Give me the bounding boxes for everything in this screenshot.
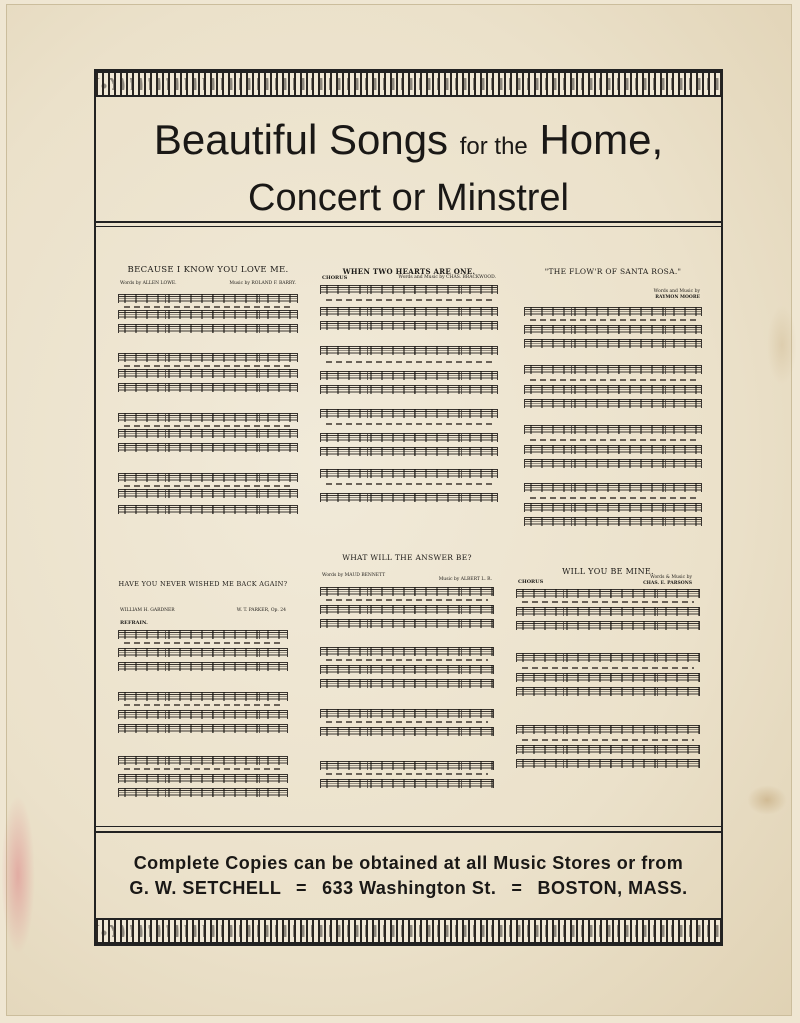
lyric-line: [522, 667, 694, 669]
song-title: "THE FLOW'R OF SANTA ROSA.": [544, 267, 682, 276]
lyric-line: [530, 319, 696, 321]
music-staff: [118, 473, 298, 482]
music-staff: [118, 324, 298, 333]
title-part: Home,: [539, 116, 664, 163]
music-staff: [320, 385, 498, 394]
lyric-line: [326, 659, 488, 661]
music-staff: [320, 727, 494, 736]
music-staff: [320, 307, 498, 316]
music-staff: [118, 505, 298, 514]
music-staff: [118, 429, 298, 438]
song-title: WHAT WILL THE ANSWER BE?: [342, 553, 472, 562]
music-staff: [320, 447, 498, 456]
ornamental-border-top: [96, 71, 721, 97]
music-staff: [516, 673, 700, 682]
music-staff: [118, 353, 298, 362]
ornamental-border-bottom: [96, 918, 721, 944]
song-title: HAVE YOU NEVER WISHED ME BACK AGAIN?: [118, 580, 288, 588]
music-staff: [118, 310, 298, 319]
footer-line-1: Complete Copies can be obtained at all Music Stores or from: [133, 853, 684, 873]
song-words-credit: Words by MAUD BENNETT: [322, 573, 386, 578]
song-sheet: [320, 549, 494, 811]
music-staff: [320, 647, 494, 656]
lyric-line: [326, 773, 488, 775]
music-staff: [320, 679, 494, 688]
music-staff: [320, 779, 494, 788]
song-words-credit: Words and Music by CHAS. BRACKWOOD.: [398, 275, 496, 280]
music-staff: [524, 459, 702, 468]
music-staff: [524, 483, 702, 492]
song-sheet: [516, 563, 700, 813]
music-staff: [516, 687, 700, 696]
song-words-credit: Words by ALLEN LOWE.: [120, 281, 177, 286]
music-staff: [118, 756, 288, 765]
music-staff: [118, 710, 288, 719]
lyric-line: [326, 721, 488, 723]
footer-text: [96, 851, 721, 901]
music-staff: [516, 589, 700, 598]
song-music-credit: Music by ALBERT L. R.: [438, 577, 492, 582]
music-staff: [524, 385, 702, 394]
music-staff: [320, 493, 498, 502]
music-staff: [524, 399, 702, 408]
lyric-line: [530, 497, 696, 499]
lyric-line: [522, 601, 694, 603]
lyric-line: [124, 642, 282, 644]
chorus-label: CHORUS: [518, 579, 544, 585]
title-line-2: Concert or Minstrel: [248, 177, 569, 219]
music-staff: [118, 724, 288, 733]
music-staff: [118, 648, 288, 657]
music-staff: [320, 409, 498, 418]
song-title: WILL YOU BE MINE.: [562, 567, 654, 576]
lyric-line: [530, 439, 696, 441]
music-staff: [320, 346, 498, 355]
music-staff: [118, 443, 298, 452]
advert-frame: [94, 69, 723, 946]
music-staff: [524, 517, 702, 526]
divider: [96, 226, 721, 227]
music-staff: [118, 662, 288, 671]
music-staff: [320, 605, 494, 614]
song-music-credit: Music by ROLAND F. BARRY.: [229, 281, 296, 286]
music-staff: [118, 413, 298, 422]
music-staff: [516, 607, 700, 616]
music-staff: [320, 619, 494, 628]
title-part: for the: [459, 133, 528, 160]
music-staff: [320, 371, 498, 380]
lyric-line: [124, 306, 292, 308]
music-staff: [516, 745, 700, 754]
lyric-line: [326, 483, 492, 485]
chorus-label: CHORUS: [322, 275, 348, 281]
song-words-credit: WILLIAM H. GARDNER: [120, 608, 175, 613]
separator: =: [296, 878, 308, 898]
music-staff: [320, 665, 494, 674]
publisher-address: 633 Washington St.: [322, 878, 497, 898]
music-staff: [320, 321, 498, 330]
footer-line-2: [96, 876, 721, 901]
song-music-credit: W. T. PARKER, Op. 24: [236, 608, 286, 613]
divider: [96, 831, 721, 833]
music-staff: [118, 630, 288, 639]
music-staff: [516, 725, 700, 734]
music-staff: [320, 761, 494, 770]
music-staff: [118, 383, 298, 392]
lyric-line: [124, 704, 282, 706]
music-staff: [118, 788, 288, 797]
lyric-line: [124, 425, 292, 427]
song-music-credit: RAYMON MOORE: [655, 295, 700, 300]
page-title: [96, 115, 721, 222]
divider: [96, 826, 721, 827]
refrain-label: REFRAIN.: [120, 620, 148, 626]
music-staff: [524, 425, 702, 434]
music-staff: [524, 339, 702, 348]
song-music-credit: CHAS. E. PARSONS: [643, 581, 692, 586]
lyric-line: [530, 379, 696, 381]
music-staff: [118, 692, 288, 701]
age-stain: [767, 305, 797, 385]
music-staff: [524, 307, 702, 316]
music-staff: [516, 653, 700, 662]
music-staff: [118, 369, 298, 378]
music-staff: [524, 365, 702, 374]
music-staff: [118, 489, 298, 498]
music-staff: [524, 503, 702, 512]
song-sheet: [524, 261, 702, 541]
publisher-city: BOSTON, MASS.: [537, 878, 688, 898]
music-staff: [320, 709, 494, 718]
age-stain: [747, 785, 787, 815]
music-staff: [320, 285, 498, 294]
lyric-line: [124, 768, 282, 770]
lyric-line: [522, 739, 694, 741]
music-staff: [320, 587, 494, 596]
music-staff: [516, 621, 700, 630]
song-words-credit: Words & Music by: [650, 575, 692, 580]
lyric-line: [124, 365, 292, 367]
music-staff: [118, 774, 288, 783]
music-staff: [320, 433, 498, 442]
divider: [96, 221, 721, 223]
song-sheet: [118, 576, 288, 816]
publisher-name: G. W. SETCHELL: [129, 878, 282, 898]
separator: =: [511, 878, 523, 898]
lyric-line: [326, 299, 492, 301]
music-staff: [320, 469, 498, 478]
age-stain: [1, 795, 35, 955]
lyric-line: [124, 485, 292, 487]
lyric-line: [326, 361, 492, 363]
lyric-line: [326, 599, 488, 601]
lyric-line: [326, 423, 492, 425]
song-sheet: [118, 261, 298, 536]
song-sheet: [320, 261, 498, 526]
music-staff: [516, 759, 700, 768]
song-words-credit: Words and Music by: [653, 289, 700, 294]
song-title: BECAUSE I KNOW YOU LOVE ME.: [127, 265, 289, 275]
music-staff: [524, 325, 702, 334]
song-title: WHEN TWO HEARTS ARE ONE.: [342, 267, 476, 276]
music-staff: [524, 445, 702, 454]
title-part: Beautiful Songs: [153, 116, 449, 163]
music-staff: [118, 294, 298, 303]
